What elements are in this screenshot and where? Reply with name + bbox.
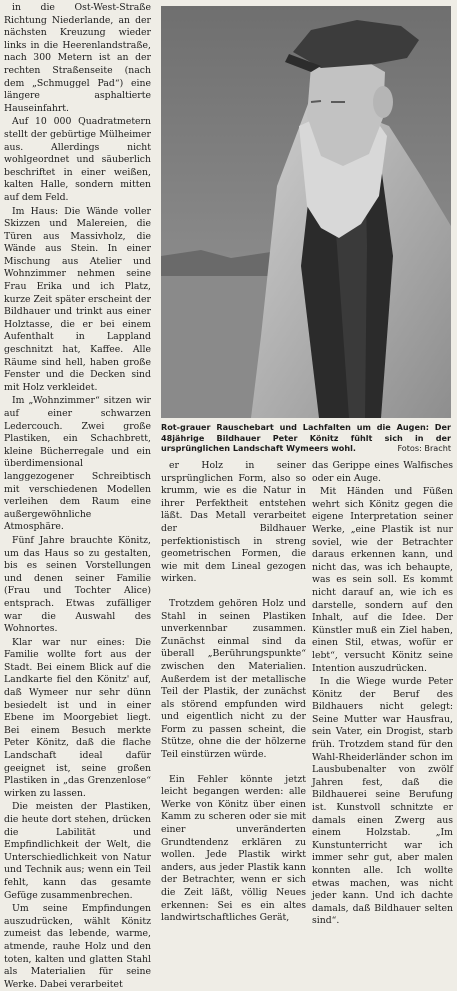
paragraph: er Holz in seiner ursprünglichen Form, also so krumm, wie es die Natur in ihrer Perfektheit entstehen läßt. Das Metall verarbeitet der Bildhauer perfektionistisch in streng geometrischen Formen, die wie mit dem Lineal gezogen wirken.: [161, 460, 306, 585]
caption-text: Rot-grauer Rauschebart und Lachfalten um die Augen: Der 48jährige Bildhauer Peter Könitz fühlt sich in der ursprünglichen Landschaft Wymeers wohl.: [161, 422, 451, 454]
paragraph: Um seine Empfindungen auszudrücken, wählt Könitz zumeist das lebende, warme, atmende, rauhe Holz und den toten, kalten und glatten Stahl als Materialien für seine Werke. Dabei verarbeitet: [4, 903, 151, 990]
paragraph: in die Ost-West-Straße Richtung Niederlande, an der nächsten Kreuzung wieder links in die Heerenlandstraße, nach 300 Metern ist an der rechten Straßenseite (nach dem „Schmuggel Pad“) eine längere asphaltierte Hauseinfahrt.: [4, 2, 151, 114]
photo-caption: [161, 422, 451, 454]
paragraph: Im „Wohnzimmer“ sitzen wir auf einer schwarzen Ledercouch. Zwei große Plastiken, ein Schachbrett, kleine Bücherregale und ein überdimensional langgezogener Schreibtisch mit verschiedenen Modellen verleihen dem Raum eine außergewöhnliche Atmosphäre.: [4, 395, 151, 533]
paragraph: In die Wiege wurde Peter Könitz der Beruf des Bildhauers nicht gelegt: Seine Mutter war Hausfrau, sein Vater, ein Drogist, starb früh. Trotzdem stand für den Wahl-Rheiderländer schon im Lausbubenalter von zwölf Jahren fest, daß die Bildhauerei seine Berufung ist. Kunstvoll schnitzte er damals einen Zwerg aus einem Holzstab. „Im Kunstunterricht war ich immer sehr gut, aber malen konnten alle. Ich wollte etwas machen, was nicht jeder kann. Und ich dachte damals, daß Bildhauer selten sind“.: [312, 676, 453, 927]
paragraph: Die meisten der Plastiken, die heute dort stehen, drücken die Labilität und Empfindlichkeit der Welt, die Unterschiedlichkeit von Natur und Technik aus; wenn ein Teil fehlt, kann das gesamte Gefüge zusammenbrechen.: [4, 801, 151, 901]
paragraph: Trotzdem gehören Holz und Stahl in seinen Plastiken unverkennbar zusammen. Zunächst einmal sind da überall „Berührungspunkte“ zwischen den Materialien. Außerdem ist der metallische Teil der Plastik, der zunächst als störend empfunden wird und eigentlich nicht zu der Form zu passen scheint, die Stütze, ohne die der hölzerne Teil einstürzen würde.: [161, 597, 306, 761]
paragraph: Mit Händen und Füßen wehrt sich Könitz gegen die eigene Interpretation seiner Werke, „eine Plastik ist nur soviel, wie der Betrachter daraus erkennen kann, und nicht das, was ich behaupte, was es sein soll. Es kommt nicht darauf an, wie ich es darstelle, sondern auf den Inhalt, auf die Idee. Der Künstler muß ein Ziel haben, einen Stil, etwas, wofür er lebt“, versucht Könitz seine Intention auszudrücken.: [312, 486, 453, 674]
portrait-photo: [161, 6, 451, 418]
portrait-illustration: [161, 6, 451, 418]
paragraph: das Gerippe eines Walfisches oder ein Auge.: [312, 460, 453, 484]
photo-credit: Fotos: Bracht: [397, 443, 451, 454]
paragraph: Ein Fehler könnte jetzt leicht begangen werden: alle Werke von Könitz über einen Kamm zu scheren oder sie mit einer unveränderten Grundtendenz erklären zu wollen. Jede Plastik wirkt anders, aus jeder Plastik kann der Betrachter, wenn er sich die Zeit läßt, völlig Neues erkennen: Sei es ein altes landwirtschaftliches Gerät,: [161, 773, 306, 924]
article-column-left: [4, 2, 151, 991]
article-column-middle: [161, 460, 306, 925]
paragraph: Fünf Jahre brauchte Könitz, um das Haus so zu gestalten, bis es seinen Vorstellungen und denen seiner Familie (Frau und Tochter Alice) entsprach. Etwas zufälliger war die Auswahl des Wohnortes.: [4, 534, 151, 635]
paragraph: Im Haus: Die Wände voller Skizzen und Malereien, die Türen aus Massivholz, die Wände aus Stein. In einer Mischung aus Atelier und Wohnzimmer nehmen seine Frau Erika und ich Platz, kurze Zeit später erscheint der Bildhauer und trinkt aus einer Holztasse, die er bei einem Aufenthalt in Lappland geschnitzt hat, Kaffee. Alle Räume sind hell, haben große Fenster und die Decken sind mit Holz verkleidet.: [4, 205, 151, 393]
paragraph: Auf 10 000 Quadratmetern stellt der gebürtige Mülheimer aus. Allerdings nicht wohlgeordnet und säuberlich beschriftet in einer weißen, kalten Halle, sondern mitten auf dem Feld.: [4, 116, 151, 203]
paragraph: Klar war nur eines: Die Familie wollte fort aus der Stadt. Bei einem Blick auf die Landkarte fiel den Könitz' auf, daß Wymeer nur sehr dünn besiedelt ist und in einer Ebene im Moorgebiet liegt. Bei einem Besuch merkte Peter Könitz, daß die flache Landschaft ideal dafür geeignet ist, seine großen Plastiken in „das Grenzenlose“ wirken zu lassen.: [4, 636, 151, 799]
article-column-right: [312, 460, 453, 928]
